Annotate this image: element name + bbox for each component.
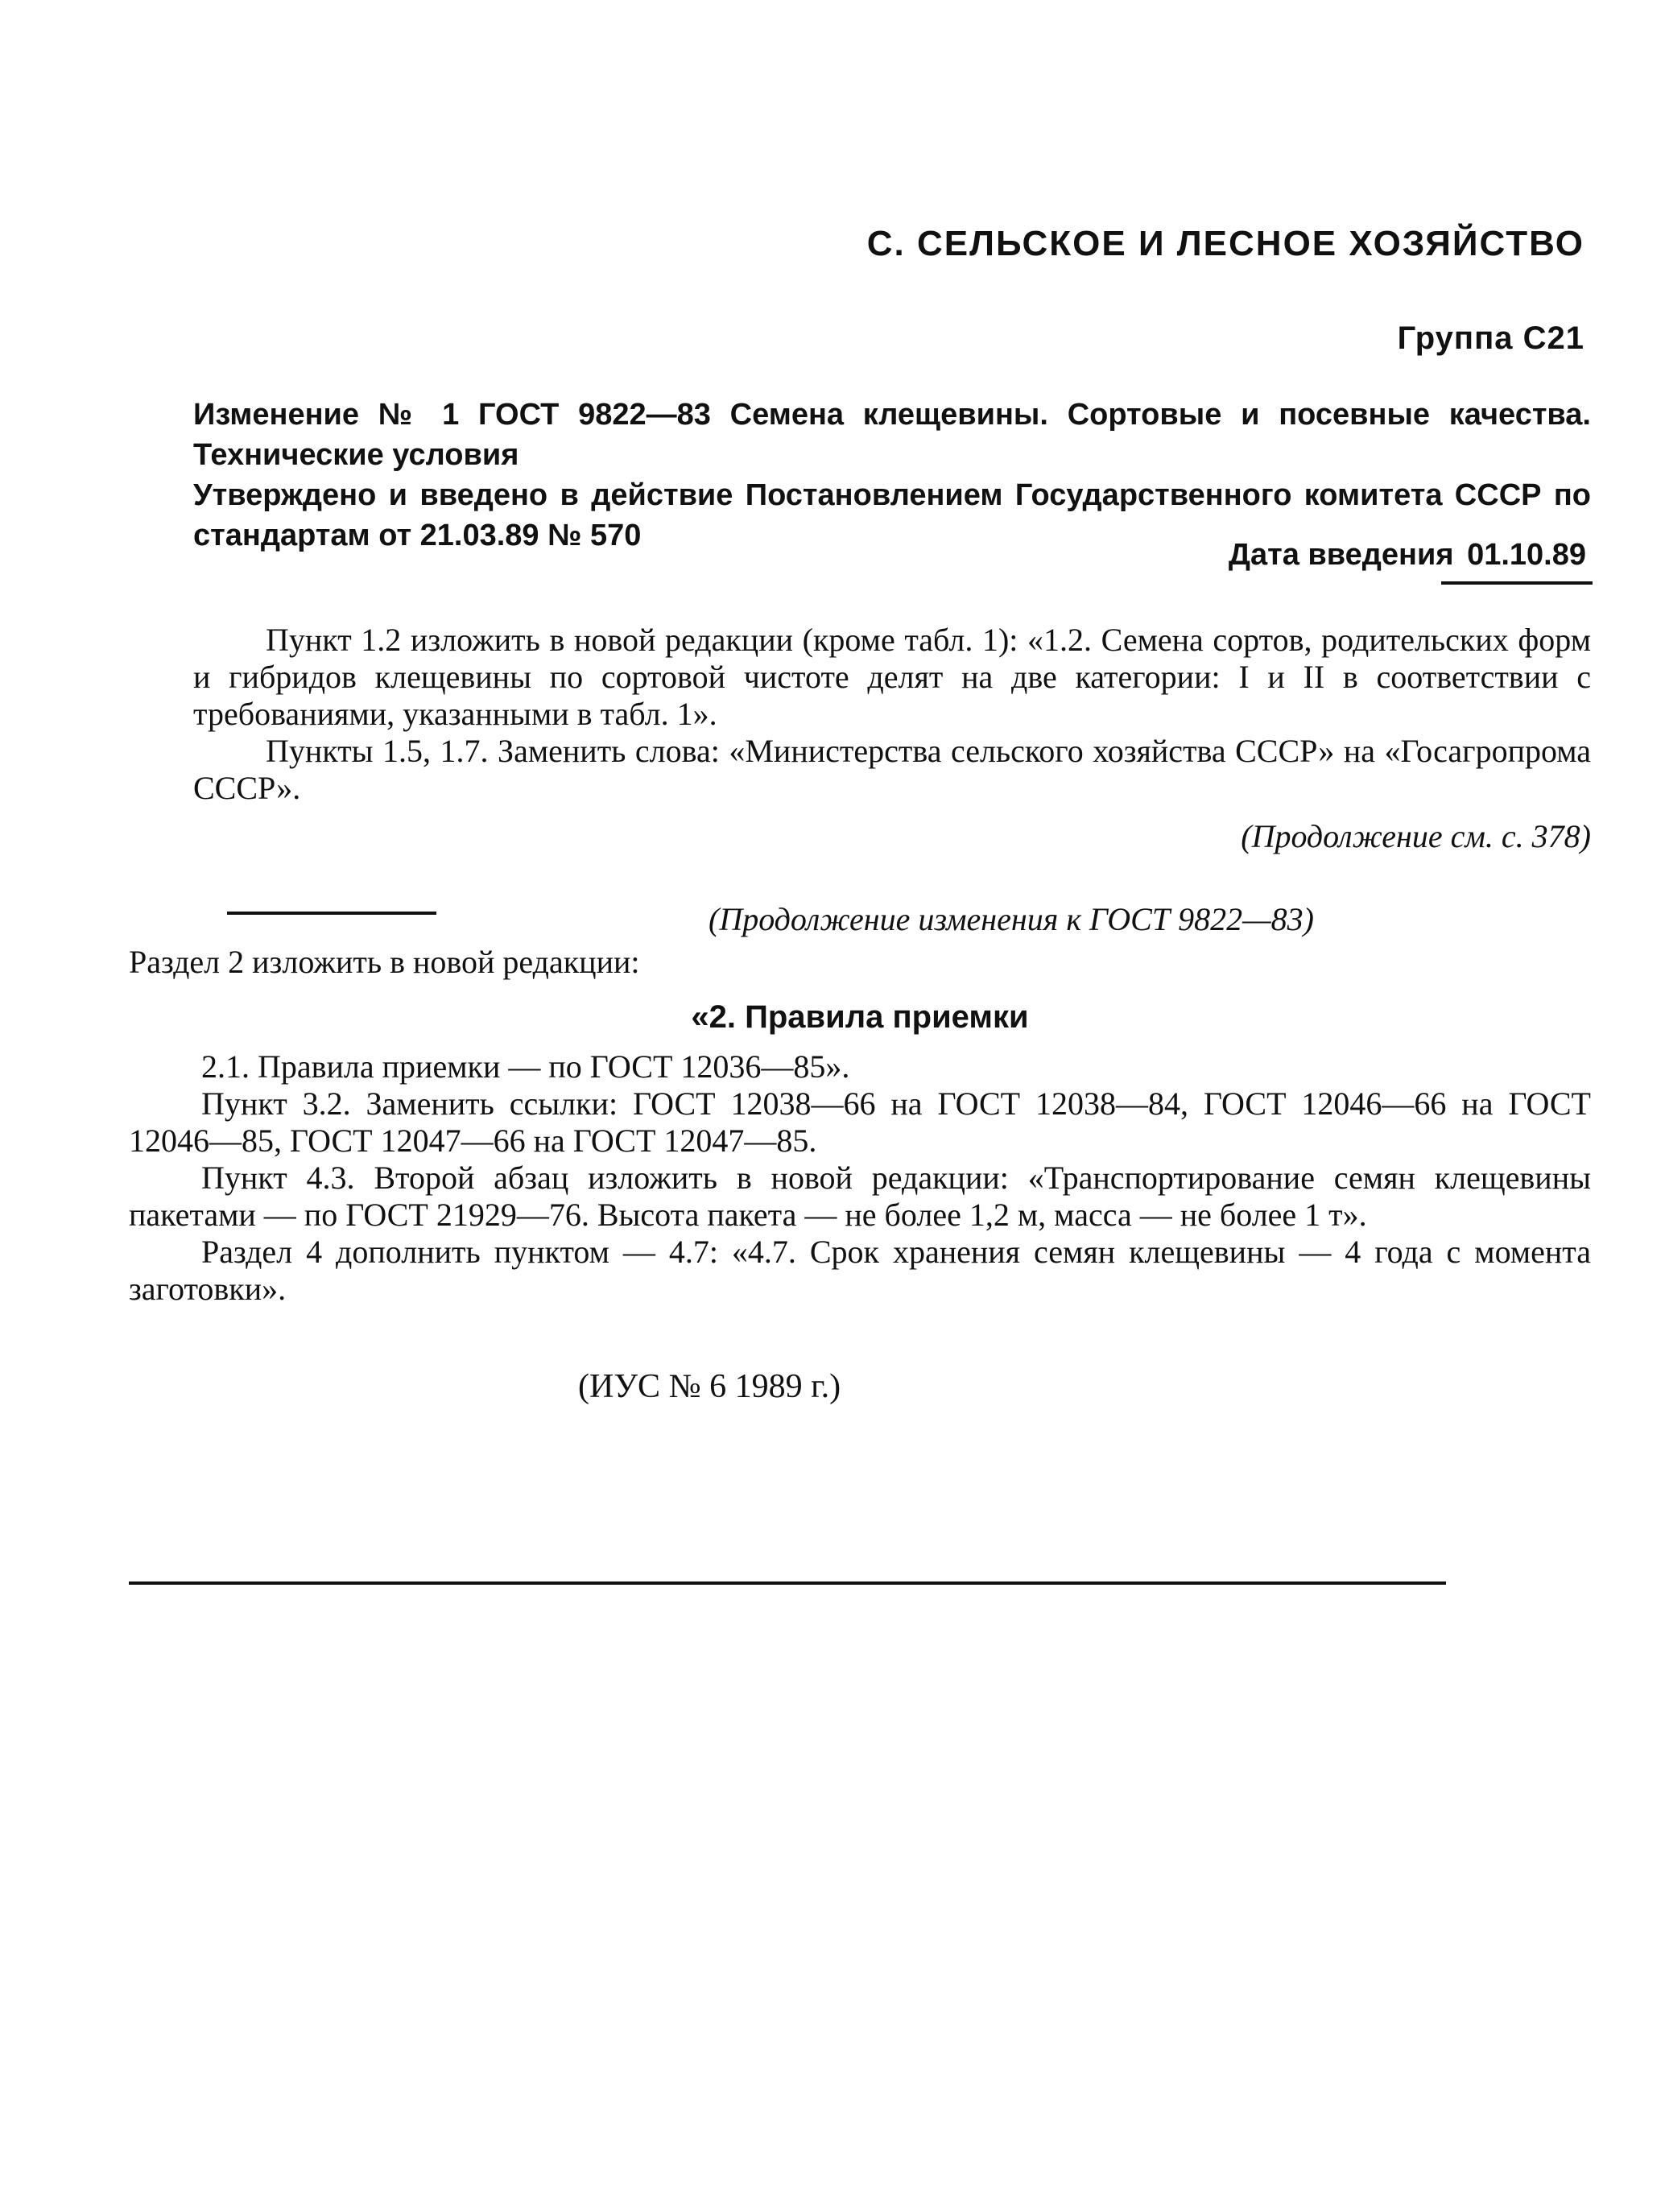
amendment-title: Изменение № 1 ГОСТ 9822—83 Семена клещевины. Сортовые и посевные качества. Технические условия — [193, 398, 1591, 472]
section-2-intro: Раздел 2 изложить в новой редакции: — [129, 944, 640, 980]
paragraph-clauses-1-5-1-7: Пункты 1.5, 1.7. Заменить слова: «Министерства сельского хозяйства СССР» на «Госагропрома СССР». — [193, 733, 1591, 806]
continued-note: (Продолжение см. с. 378) — [1241, 818, 1591, 854]
amendment-approval: Утверждено и введено в действие Постановлением Государственного комитета СССР по стандартам от 21.03.89 № 570 — [193, 478, 1591, 552]
group-label: Группа С21 — [1397, 320, 1584, 356]
paragraph-clause-4-3: Пункт 4.3. Второй абзац изложить в новой редакции: «Транспортирование семян клещевины пакетами — по ГОСТ 21929—76. Высота пакета — не более 1,2 м, масса — не более 1 т». — [129, 1160, 1591, 1233]
amendment-body-part2 — [129, 944, 1591, 1308]
intro-date-value: 01.10.89 — [1467, 538, 1586, 572]
paragraph-clause-1-2: Пункт 1.2 изложить в новой редакции (кроме табл. 1): «1.2. Семена сортов, родительских форм и гибридов клещевины по сортовой чистоте делят на две категории: I и II в соответствии с требованиями, указанными в табл. 1». — [193, 622, 1591, 732]
continuation-header: (Продолжение изменения к ГОСТ 9822—83) — [709, 901, 1314, 937]
intro-date-label: Дата введения — [1228, 538, 1454, 572]
paragraph-clause-3-2: Пункт 3.2. Заменить ссылки: ГОСТ 12038—66 на ГОСТ 12038—84, ГОСТ 12046—66 на ГОСТ 12046—85, ГОСТ 12047—66 на ГОСТ 12047—85. — [129, 1085, 1591, 1159]
bottom-rule — [129, 1581, 1446, 1585]
paragraph-2-1: 2.1. Правила приемки — по ГОСТ 12036—85». — [201, 1048, 850, 1085]
paragraph-section-4: Раздел 4 дополнить пунктом — 4.7: «4.7. Срок хранения семян клещевины — 4 года с момента заготовки». — [129, 1234, 1591, 1307]
amendment-header — [193, 395, 1591, 556]
section-title: С. СЕЛЬСКОЕ И ЛЕСНОЕ ХОЗЯЙСТВО — [866, 224, 1584, 263]
separator-rule — [227, 912, 436, 915]
amendment-body-part1 — [193, 622, 1591, 807]
intro-date-underline — [1441, 581, 1593, 585]
acceptance-rules-title: «2. Правила приемки — [691, 999, 1029, 1035]
source-reference: (ИУС № 6 1989 г.) — [578, 1368, 841, 1405]
introduction-date — [1229, 538, 1591, 573]
